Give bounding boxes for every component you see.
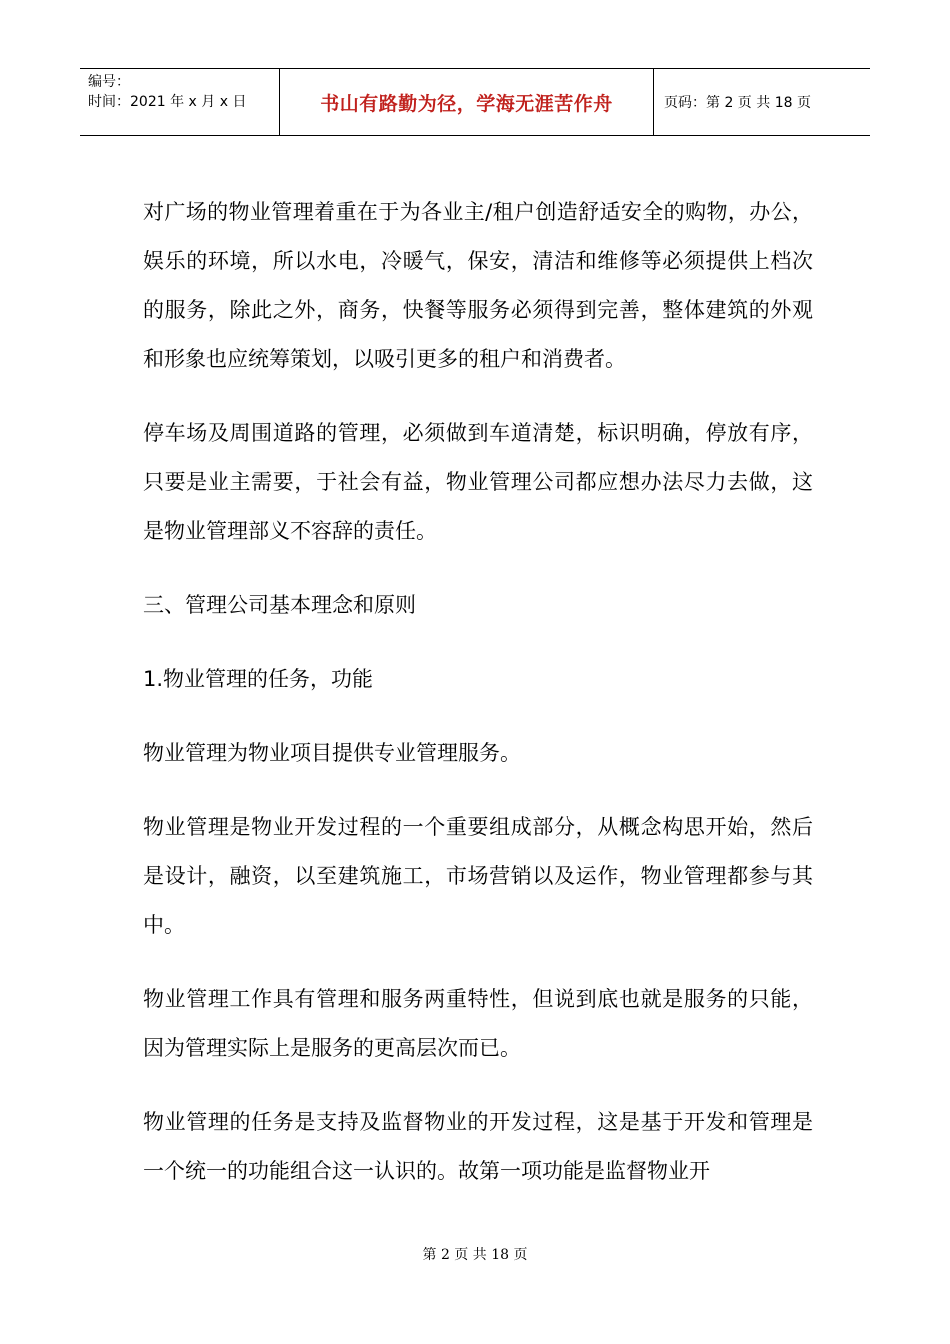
paragraph: 物业管理工作具有管理和服务两重特性，但说到底也就是服务的只能，因为管理实际上是服务的更高层次而已。 [143, 987, 813, 1060]
paragraph: 物业管理为物业项目提供专业管理服务。 [143, 741, 521, 765]
page-header [80, 68, 870, 136]
section-heading: 三、管理公司基本理念和原则 [143, 593, 416, 617]
paragraph: 停车场及周围道路的管理，必须做到车道清楚，标识明确，停放有序，只要是业主需要，于社会有益，物业管理公司都应想办法尽力去做，这是物业管理部义不容辞的责任。 [143, 421, 813, 543]
page-footer: 第 2 页 共 18 页 [422, 1247, 528, 1263]
document-number-label: 编号： [88, 74, 130, 90]
document-body [143, 188, 813, 1221]
document-date: 时间：2021 年 x 月 x 日 [88, 94, 247, 110]
paragraph: 物业管理是物业开发过程的一个重要组成部分，从概念构思开始，然后是设计，融资，以至建筑施工，市场营销以及运作，物业管理都参与其中。 [143, 815, 813, 937]
header-meta-cell [80, 69, 280, 135]
paragraph: 物业管理的任务是支持及监督物业的开发过程，这是基于开发和管理是一个统一的功能组合这一认识的。故第一项功能是监督物业开 [143, 1110, 813, 1183]
header-motto: 书山有路勤为径，学海无涯苦作舟 [280, 69, 654, 135]
header-page-info: 页码：第 2 页 共 18 页 [664, 95, 811, 111]
subsection-heading: 1.物业管理的任务，功能 [143, 667, 374, 691]
paragraph: 对广场的物业管理着重在于为各业主/租户创造舒适安全的购物，办公，娱乐的环境，所以水电，冷暖气，保安，清洁和维修等必须提供上档次的服务，除此之外，商务，快餐等服务必须得到完善，整体建筑的外观和形象也应统筹策划，以吸引更多的租户和消费者。 [143, 200, 813, 371]
